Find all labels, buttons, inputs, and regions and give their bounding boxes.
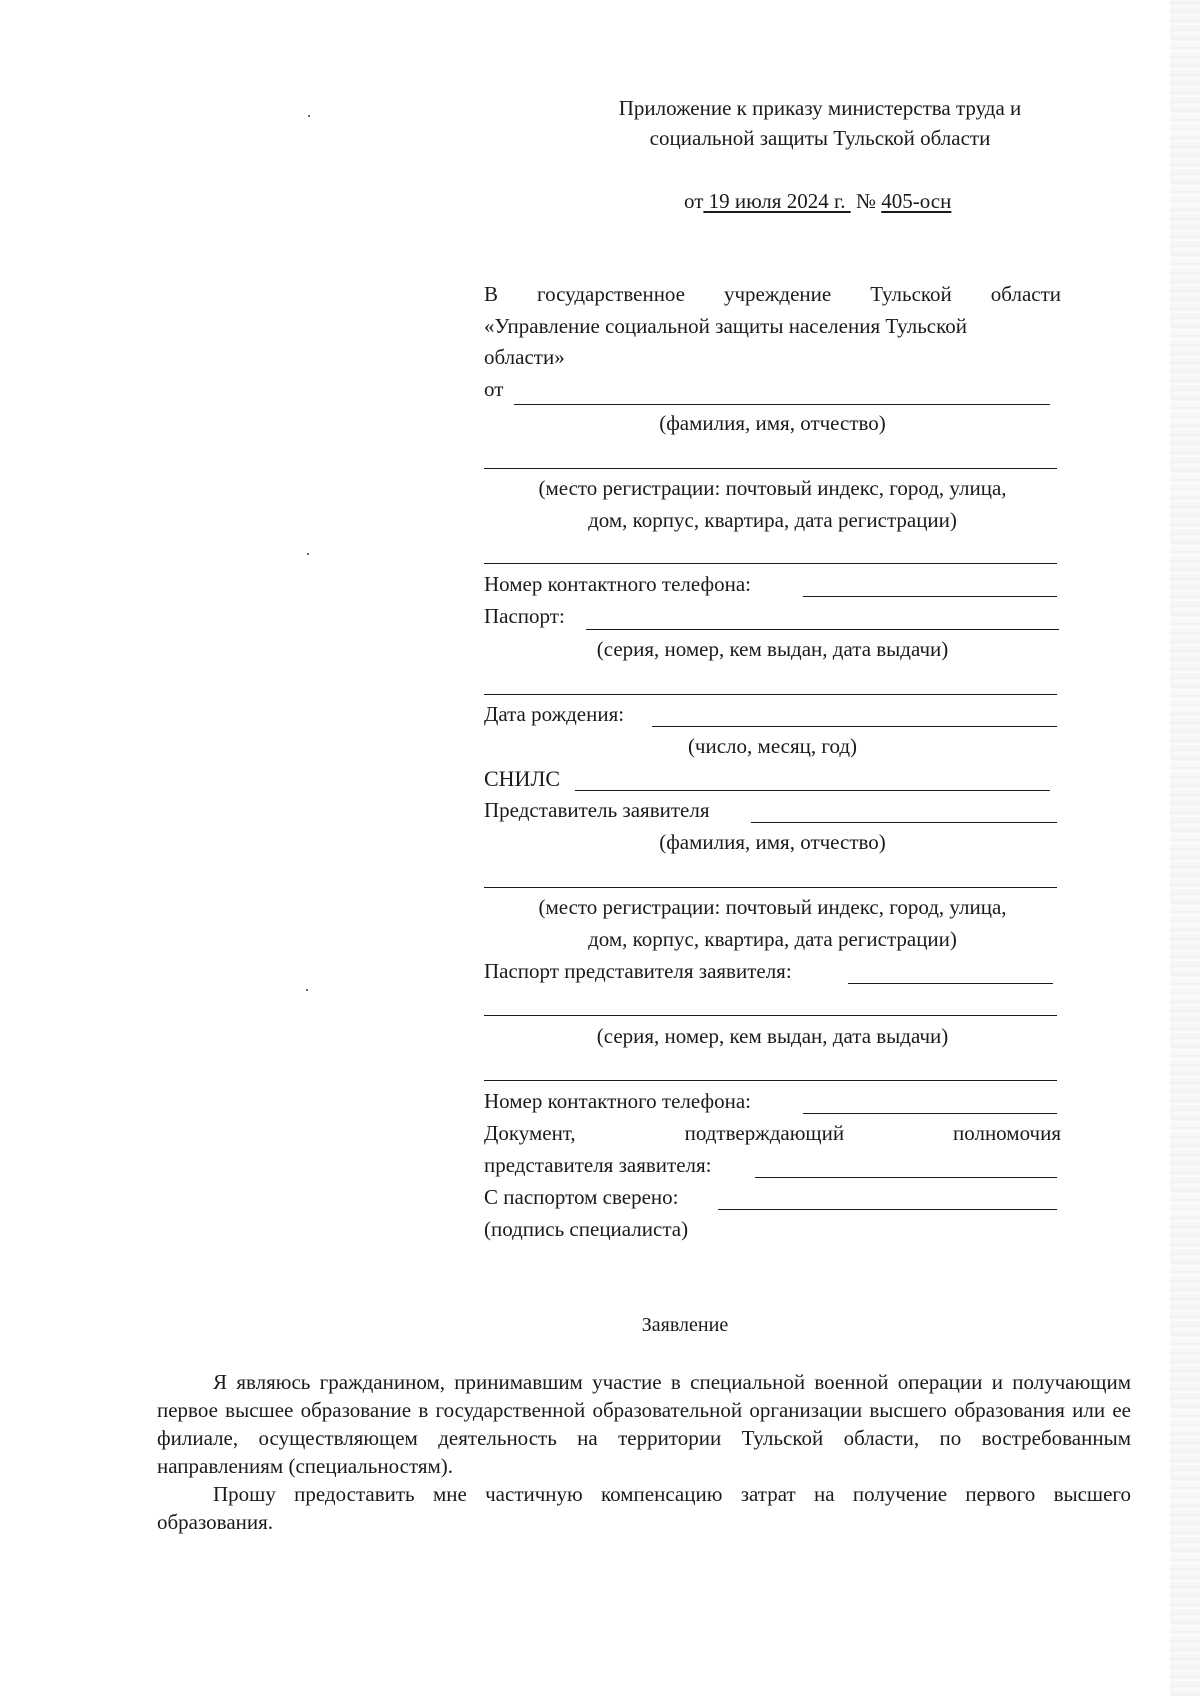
birth-date-hint: (число, месяц, год) [687,734,858,758]
registration-field[interactable] [484,468,1057,469]
order-number-label: № [855,189,876,213]
phone-field[interactable] [803,596,1057,597]
statement-paragraph-1: Я являюсь гражданином, принимавшим участие в специальной военной операции и получающим первое высшее образование в государственной образовательной организации высшего образования или ее филиале, осуществляющем деятельность на территории Тульской области, по востребованным направлениям (специальностям). [157,1370,1131,1478]
addressee-line-1: В государственное учреждение Тульской области [484,282,1061,306]
birth-date-label: Дата рождения: [484,702,625,726]
order-number: 405-осн [881,189,952,213]
representative-fio-hint: (фамилия, имя, отчество) [659,830,886,854]
applicant-fio-field[interactable] [514,404,1050,405]
representative-phone-label: Номер контактного телефона: [484,1089,751,1113]
snils-field[interactable] [575,790,1050,791]
header-line-1: Приложение к приказу министерства труда и [618,96,1022,120]
statement-paragraph-2: Прошу предоставить мне частичную компенсацию затрат на получение первого высшего образования. [157,1482,1131,1534]
from-label: от [484,377,504,401]
addressee-line-2: «Управление социальной защиты населения Тульской [484,314,967,338]
registration-hint-1: (место регистрации: почтовый индекс, город, улица, [538,476,1007,500]
authority-document-field[interactable] [755,1177,1057,1178]
registration-hint-2: дом, корпус, квартира, дата регистрации) [588,508,957,532]
registration-field-2[interactable] [484,563,1057,564]
authority-document-label-2: представителя заявителя: [484,1153,712,1177]
verified-label: С паспортом сверено: [484,1185,679,1209]
representative-passport-field-2[interactable] [484,1015,1057,1016]
order-date: 19 июля 2024 г. [708,189,846,213]
authority-document-line: Документ, подтверждающий полномочия [484,1121,1061,1145]
passport-field-2[interactable] [484,694,1057,695]
representative-passport-field[interactable] [848,983,1053,984]
passport-hint: (серия, номер, кем выдан, дата выдачи) [596,637,949,661]
fio-hint: (фамилия, имя, отчество) [659,411,886,435]
birth-date-field[interactable] [652,726,1057,727]
scan-speck [306,989,308,991]
order-line [684,191,951,212]
scan-edge [1170,0,1200,1696]
representative-passport-hint: (серия, номер, кем выдан, дата выдачи) [596,1024,949,1048]
representative-registration-field[interactable] [484,887,1057,888]
phone-label: Номер контактного телефона: [484,572,751,596]
representative-registration-hint-1: (место регистрации: почтовый индекс, город, улица, [538,895,1007,919]
statement-title: Заявление [641,1314,729,1336]
representative-passport-label: Паспорт представителя заявителя: [484,959,792,983]
snils-label: СНИЛС [484,766,561,791]
verified-signature-field[interactable] [718,1209,1057,1210]
scan-speck [307,553,309,555]
addressee-line-3: области» [484,345,565,369]
order-prefix: от [684,189,704,213]
signature-hint: (подпись специалиста) [484,1217,689,1241]
passport-field[interactable] [586,629,1059,630]
scan-speck [308,115,310,117]
header-line-2: социальной защиты Тульской области [649,126,991,150]
representative-fio-field[interactable] [751,822,1057,823]
representative-label: Представитель заявителя [484,798,710,822]
representative-phone-field[interactable] [803,1113,1057,1114]
representative-registration-hint-2: дом, корпус, квартира, дата регистрации) [588,927,957,951]
representative-passport-field-3[interactable] [484,1080,1057,1081]
passport-label: Паспорт: [484,604,565,628]
